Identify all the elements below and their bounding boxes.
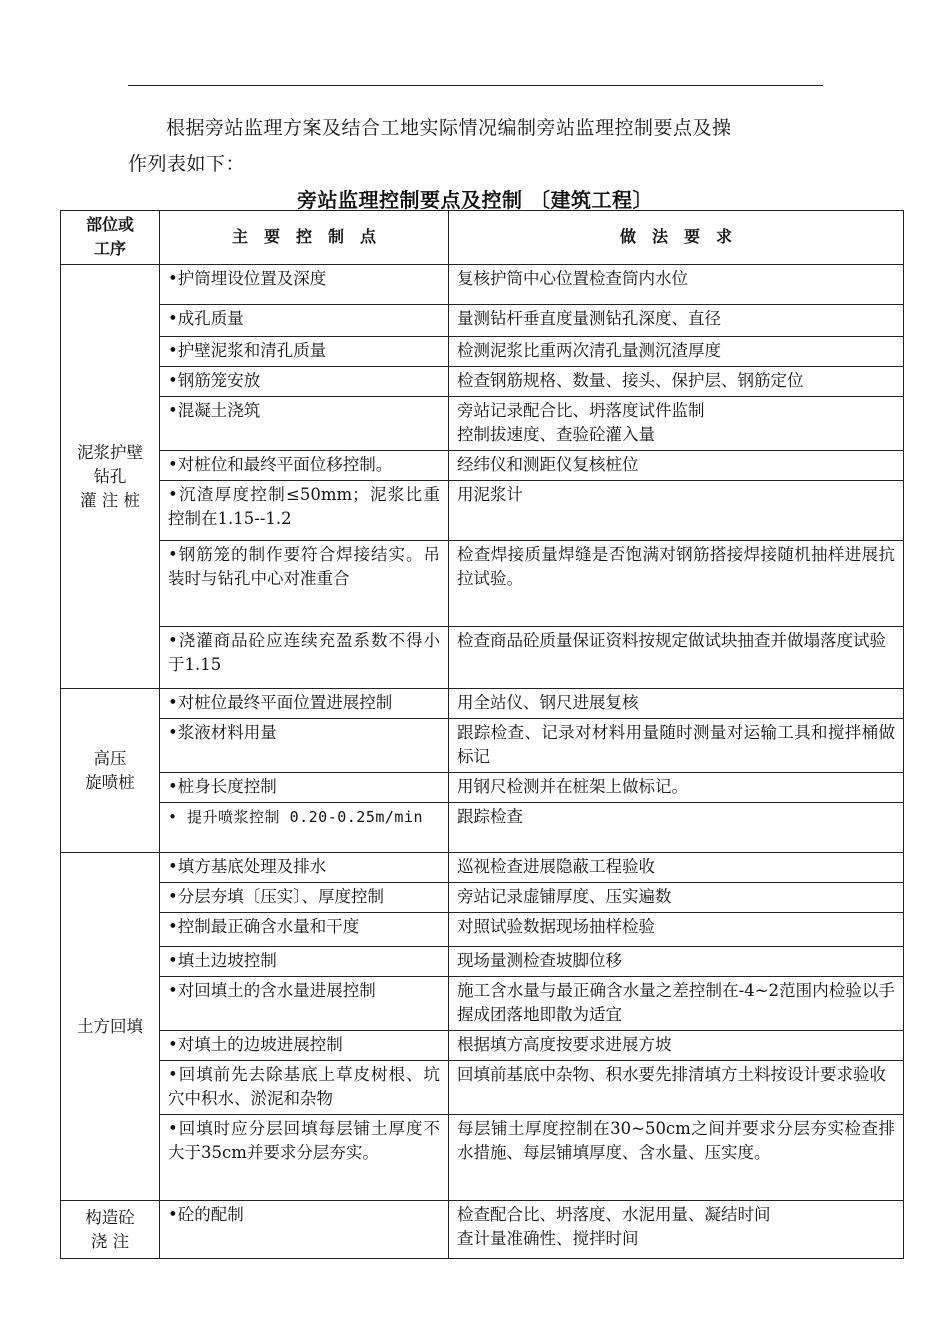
requirement: 用泥浆计 (449, 481, 904, 541)
section-line: 灌 注 桩 (80, 490, 140, 510)
requirement: 巡视检查进展隐蔽工程验收 (449, 853, 904, 883)
table-row (61, 947, 904, 977)
section-earth-backfill: 土方回填 (61, 853, 160, 1201)
table-row (61, 481, 904, 541)
section-line: 旋喷桩 (85, 772, 135, 792)
control-point: • 提升喷浆控制 0.20-0.25m/min (160, 803, 449, 853)
requirement: 检查商品砼质量保证资料按规定做试块抽查并做塌落度试验 (449, 627, 904, 689)
section-line: 高压 (93, 748, 127, 768)
table-row (61, 913, 904, 947)
section-structural-concrete (61, 1201, 160, 1259)
control-point: •对桩位最终平面位置进展控制 (160, 689, 449, 719)
control-point: •填土边坡控制 (160, 947, 449, 977)
requirement: 复核护筒中心位置检查筒内水位 (449, 265, 904, 305)
requirement: 根据填方高度按要求进展方坡 (449, 1031, 904, 1061)
header-section (61, 211, 160, 265)
requirement-line: 检查配合比、坍落度、水泥用量、凝结时间 (457, 1205, 771, 1224)
table-row (61, 883, 904, 913)
control-point: •沉渣厚度控制≤50mm；泥浆比重控制在1.15--1.2 (160, 481, 449, 541)
control-point: •护筒埋设位置及深度 (160, 265, 449, 305)
header-section-line-1: 部位或 (85, 215, 134, 234)
section-line: 钻孔 (93, 466, 127, 486)
requirement-line: 旁站记录配合比、坍落度试件监制 (457, 401, 705, 420)
requirement-line: 控制拔速度、查验砼灌入量 (457, 425, 655, 444)
requirement: 用全站仪、钢尺进展复核 (449, 689, 904, 719)
control-point: •回填时应分层回填每层铺土厚度不大于35cm并要求分层夯实。 (160, 1115, 449, 1201)
control-point: •对桩位和最终平面位移控制。 (160, 451, 449, 481)
requirement: 施工含水量与最正确含水量之差控制在-4~2范围内检验以手握成团落地即散为适宜 (449, 977, 904, 1031)
intro-paragraph (128, 110, 828, 182)
section-line: 泥浆护壁 (77, 442, 143, 462)
table-row (61, 689, 904, 719)
table-row (61, 977, 904, 1031)
control-point: •护壁泥浆和清孔质量 (160, 337, 449, 367)
section-line: 构造砼 (85, 1207, 135, 1227)
table-row (61, 1061, 904, 1115)
table-title: 旁站监理控制要点及控制 〔建筑工程〕 (297, 188, 653, 212)
control-point: •成孔质量 (160, 305, 449, 337)
table-row (61, 1031, 904, 1061)
section-line: 浇 注 (90, 1231, 130, 1251)
requirement-line: 查计量准确性、搅拌时间 (457, 1229, 639, 1248)
requirement: 跟踪检查 (449, 803, 904, 853)
requirement: 每层铺土厚度控制在30~50cm之间并要求分层夯实检查排水措施、每层铺填厚度、含水量、压实度。 (449, 1115, 904, 1201)
control-point: •对回填土的含水量进展控制 (160, 977, 449, 1031)
table-row (61, 627, 904, 689)
control-point: •浆液材料用量 (160, 719, 449, 773)
table-row (61, 853, 904, 883)
table-row (61, 773, 904, 803)
requirement (449, 397, 904, 451)
header-section-line-2: 工序 (93, 239, 126, 258)
requirement: 量测钻杆垂直度量测钻孔深度、直径 (449, 305, 904, 337)
requirement: 回填前基底中杂物、积水要先排清填方土料按设计要求验收 (449, 1061, 904, 1115)
section-jet-grout-pile (61, 689, 160, 853)
table-row (61, 337, 904, 367)
requirement: 对照试验数据现场抽样检验 (449, 913, 904, 947)
control-point: •填方基底处理及排水 (160, 853, 449, 883)
requirement: 用钢尺检测并在桩架上做标记。 (449, 773, 904, 803)
requirement: 检查焊接质量焊缝是否饱满对钢筋搭接焊接随机抽样进展抗拉试验。 (449, 541, 904, 627)
control-point: •回填前先去除基底上草皮树根、坑穴中积水、淤泥和杂物 (160, 1061, 449, 1115)
requirement: 检测泥浆比重两次清孔量测沉渣厚度 (449, 337, 904, 367)
table-header-row (61, 211, 904, 265)
intro-line-1: 根据旁站监理方案及结合工地实际情况编制旁站监理控制要点及操 (166, 117, 732, 139)
table-row (61, 1115, 904, 1201)
control-point: •浇灌商品砼应连续充盈系数不得小于1.15 (160, 627, 449, 689)
table-row (61, 1201, 904, 1259)
intro-line-2: 作列表如下： (128, 153, 246, 175)
control-points-table (60, 210, 904, 1259)
header-rule (128, 85, 823, 86)
control-point: •钢筋笼安放 (160, 367, 449, 397)
header-control-point: 主 要 控 制 点 (160, 211, 449, 265)
control-point: •砼的配制 (160, 1201, 449, 1259)
control-point: •对填土的边坡进展控制 (160, 1031, 449, 1061)
table-row (61, 541, 904, 627)
control-point: •混凝土浇筑 (160, 397, 449, 451)
control-point: •分层夯填〔压实〕、厚度控制 (160, 883, 449, 913)
control-point: •桩身长度控制 (160, 773, 449, 803)
table-row (61, 397, 904, 451)
table-row (61, 305, 904, 337)
control-point: •控制最正确含水量和干度 (160, 913, 449, 947)
requirement: 跟踪检查、记录对材料用量随时测量对运输工具和搅拌桶做标记 (449, 719, 904, 773)
requirement (449, 1201, 904, 1259)
table-row (61, 367, 904, 397)
requirement: 经纬仪和测距仪复核桩位 (449, 451, 904, 481)
requirement: 旁站记录虚铺厚度、压实遍数 (449, 883, 904, 913)
section-bored-pile (61, 265, 160, 689)
header-requirement: 做 法 要 求 (449, 211, 904, 265)
requirement: 检查钢筋规格、数量、接头、保护层、钢筋定位 (449, 367, 904, 397)
requirement: 现场量测检查坡脚位移 (449, 947, 904, 977)
control-point: •钢筋笼的制作要符合焊接结实。吊装时与钻孔中心对准重合 (160, 541, 449, 627)
table-row (61, 265, 904, 305)
table-row (61, 451, 904, 481)
table-row (61, 719, 904, 773)
table-row (61, 803, 904, 853)
